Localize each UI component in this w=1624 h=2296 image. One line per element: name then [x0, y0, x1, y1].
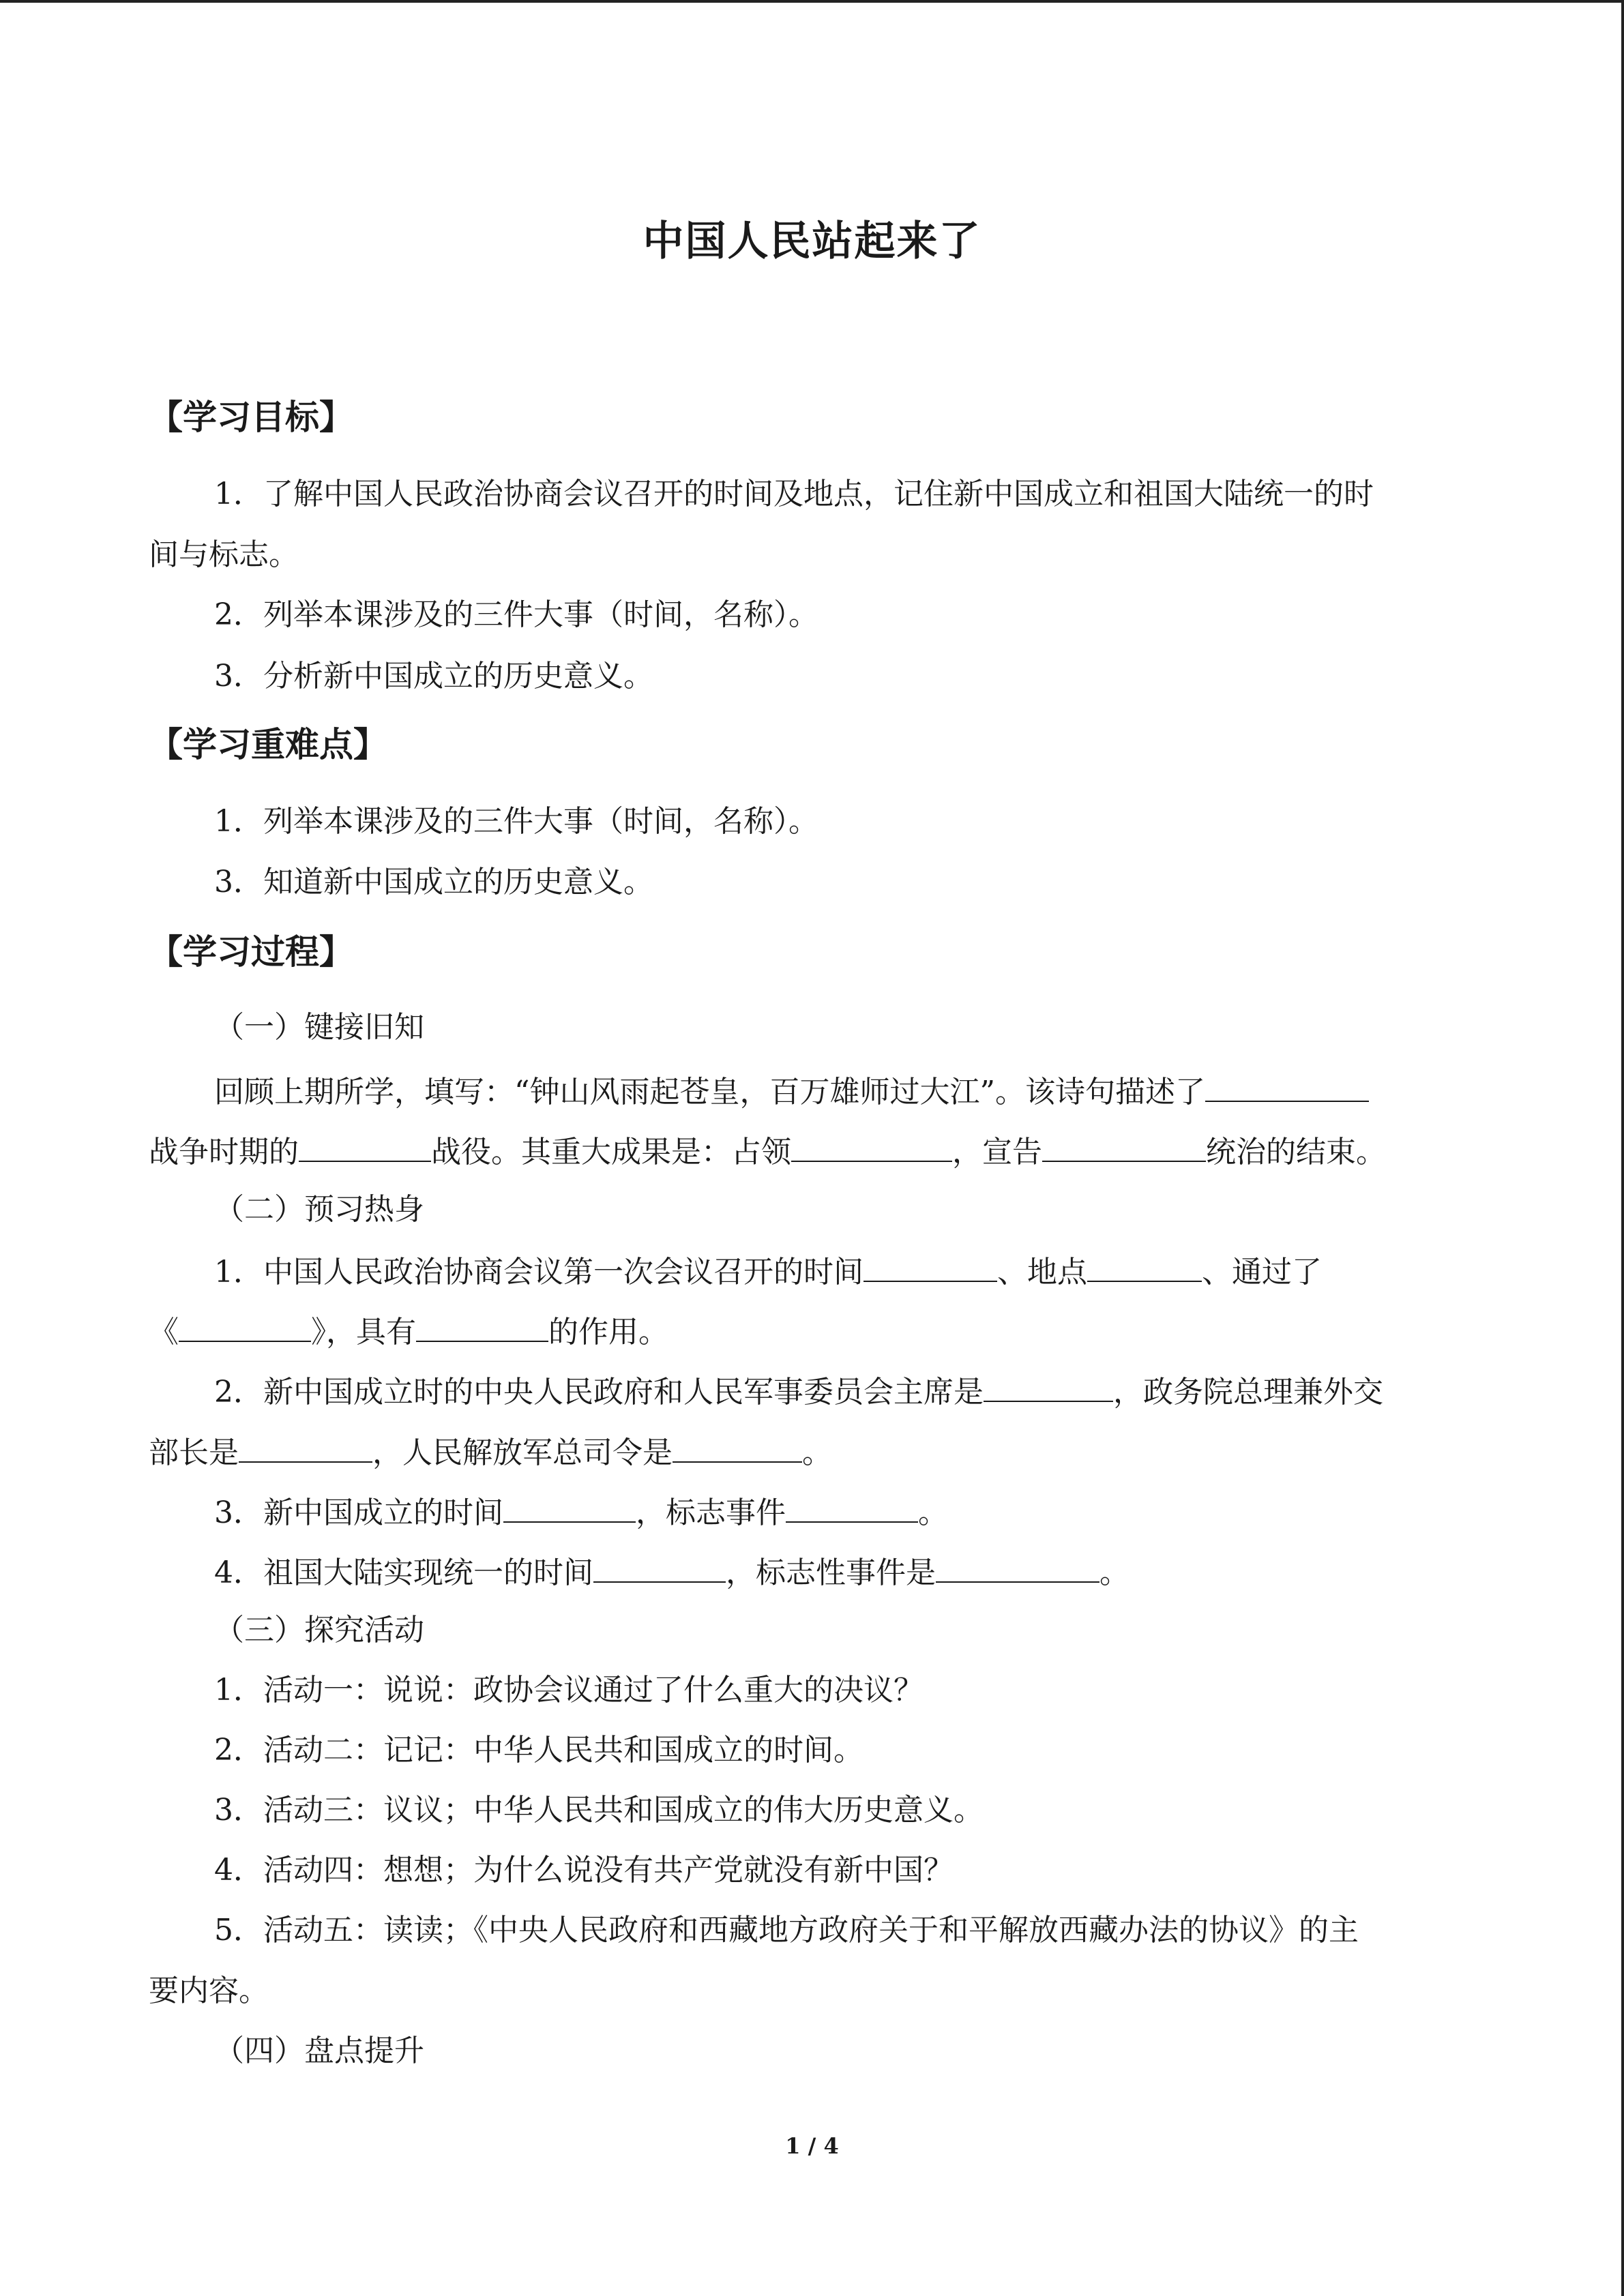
preview-text: 、通过了: [1202, 1255, 1322, 1289]
review-text-5: 统治的结束。: [1206, 1135, 1386, 1169]
fill-blank[interactable]: [791, 1129, 952, 1162]
key-point-item-1: 1．列举本课涉及的三件大事（时间，名称）。: [214, 804, 818, 839]
fill-blank[interactable]: [673, 1430, 802, 1463]
subsection-explore: （三）探究活动: [214, 1613, 424, 1648]
subsection-preview: （二）预习热身: [214, 1192, 424, 1227]
fill-blank[interactable]: [1087, 1249, 1202, 1282]
review-text-4: ，宣告: [952, 1135, 1042, 1169]
fill-blank[interactable]: [1042, 1129, 1206, 1162]
preview-text: 的作用。: [548, 1315, 668, 1350]
review-question-line-2: [149, 1129, 1475, 1173]
objective-item-3: 3．分析新中国成立的历史意义。: [214, 659, 653, 694]
section-heading-objectives: 【学习目标】: [149, 398, 353, 437]
fill-blank[interactable]: [239, 1430, 372, 1463]
page-border-top: [0, 0, 1624, 3]
fill-blank[interactable]: [1205, 1069, 1369, 1102]
page-number: 1 / 4: [785, 2133, 839, 2159]
preview-text: 1．中国人民政治协商会议第一次会议召开的时间: [214, 1255, 863, 1289]
activity-4: 4．活动四：想想；为什么说没有共产党就没有新中国？: [214, 1853, 954, 1888]
preview-text: ，标志性事件是: [726, 1555, 936, 1590]
activity-3: 3．活动三：议议；中华人民共和国成立的伟大历史意义。: [214, 1793, 984, 1828]
preview-question-2-line-1: [149, 1369, 1475, 1413]
review-text-3: 战役。其重大成果是：占领: [431, 1135, 791, 1169]
preview-text: 2．新中国成立时的中央人民政府和人民军事委员会主席是: [214, 1375, 984, 1410]
preview-text: 3．新中国成立的时间: [214, 1495, 503, 1530]
section-heading-key-points: 【学习重难点】: [149, 725, 387, 764]
fill-blank[interactable]: [593, 1550, 726, 1583]
preview-question-1-line-1: [149, 1249, 1475, 1293]
preview-text: 、地点: [997, 1255, 1087, 1289]
activity-2: 2．活动二：记记：中华人民共和国成立的时间。: [214, 1733, 863, 1768]
page-title: 中国人民站起来了: [643, 218, 981, 265]
fill-blank[interactable]: [863, 1249, 997, 1282]
review-text-2: 战争时期的: [149, 1135, 299, 1169]
page-border-right: [1621, 0, 1624, 2296]
key-point-item-2: 3．知道新中国成立的历史意义。: [214, 865, 653, 899]
preview-question-1-line-2: [149, 1309, 1475, 1353]
activity-5-continued: 要内容。: [149, 1973, 269, 2008]
preview-text: 。: [918, 1495, 948, 1530]
preview-question-4: [149, 1550, 1475, 1594]
preview-text: 》，具有: [311, 1315, 416, 1350]
fill-blank[interactable]: [179, 1309, 311, 1342]
preview-text: ，政务院总理兼外交: [1113, 1375, 1383, 1410]
preview-text: 。: [802, 1435, 832, 1470]
subsection-review: （一）键接旧知: [214, 1010, 424, 1045]
preview-text: 部长是: [149, 1435, 239, 1470]
preview-text: 《: [149, 1315, 179, 1350]
preview-question-2-line-2: [149, 1430, 1475, 1474]
fill-blank[interactable]: [503, 1490, 636, 1523]
preview-text: ，标志事件: [636, 1495, 786, 1530]
section-heading-process: 【学习过程】: [149, 932, 353, 972]
review-text-1: 回顾上期所学，填写：“钟山风雨起苍皇，百万雄师过大江”。该诗句描述了: [214, 1075, 1205, 1109]
fill-blank[interactable]: [936, 1550, 1099, 1583]
subsection-summary: （四）盘点提升: [214, 2033, 424, 2068]
objective-item-1: 1．了解中国人民政治协商会议召开的时间及地点，记住新中国成立和祖国大陆统一的时: [214, 477, 1374, 511]
fill-blank[interactable]: [416, 1309, 548, 1342]
fill-blank[interactable]: [984, 1369, 1113, 1402]
preview-text: ，人民解放军总司令是: [372, 1435, 673, 1470]
activity-5: 5．活动五：读读；《中央人民政府和西藏地方政府关于和平解放西藏办法的协议》的主: [214, 1913, 1359, 1948]
preview-question-3: [149, 1490, 1475, 1534]
activity-1: 1．活动一：说说：政协会议通过了什么重大的决议？: [214, 1673, 924, 1708]
fill-blank[interactable]: [299, 1129, 431, 1162]
objective-item-1-continued: 间与标志。: [149, 537, 299, 572]
review-question-line-1: [149, 1069, 1475, 1113]
objective-item-2: 2．列举本课涉及的三件大事（时间，名称）。: [214, 597, 818, 632]
fill-blank[interactable]: [786, 1490, 918, 1523]
preview-text: 。: [1099, 1555, 1130, 1590]
preview-text: 4．祖国大陆实现统一的时间: [214, 1555, 593, 1590]
